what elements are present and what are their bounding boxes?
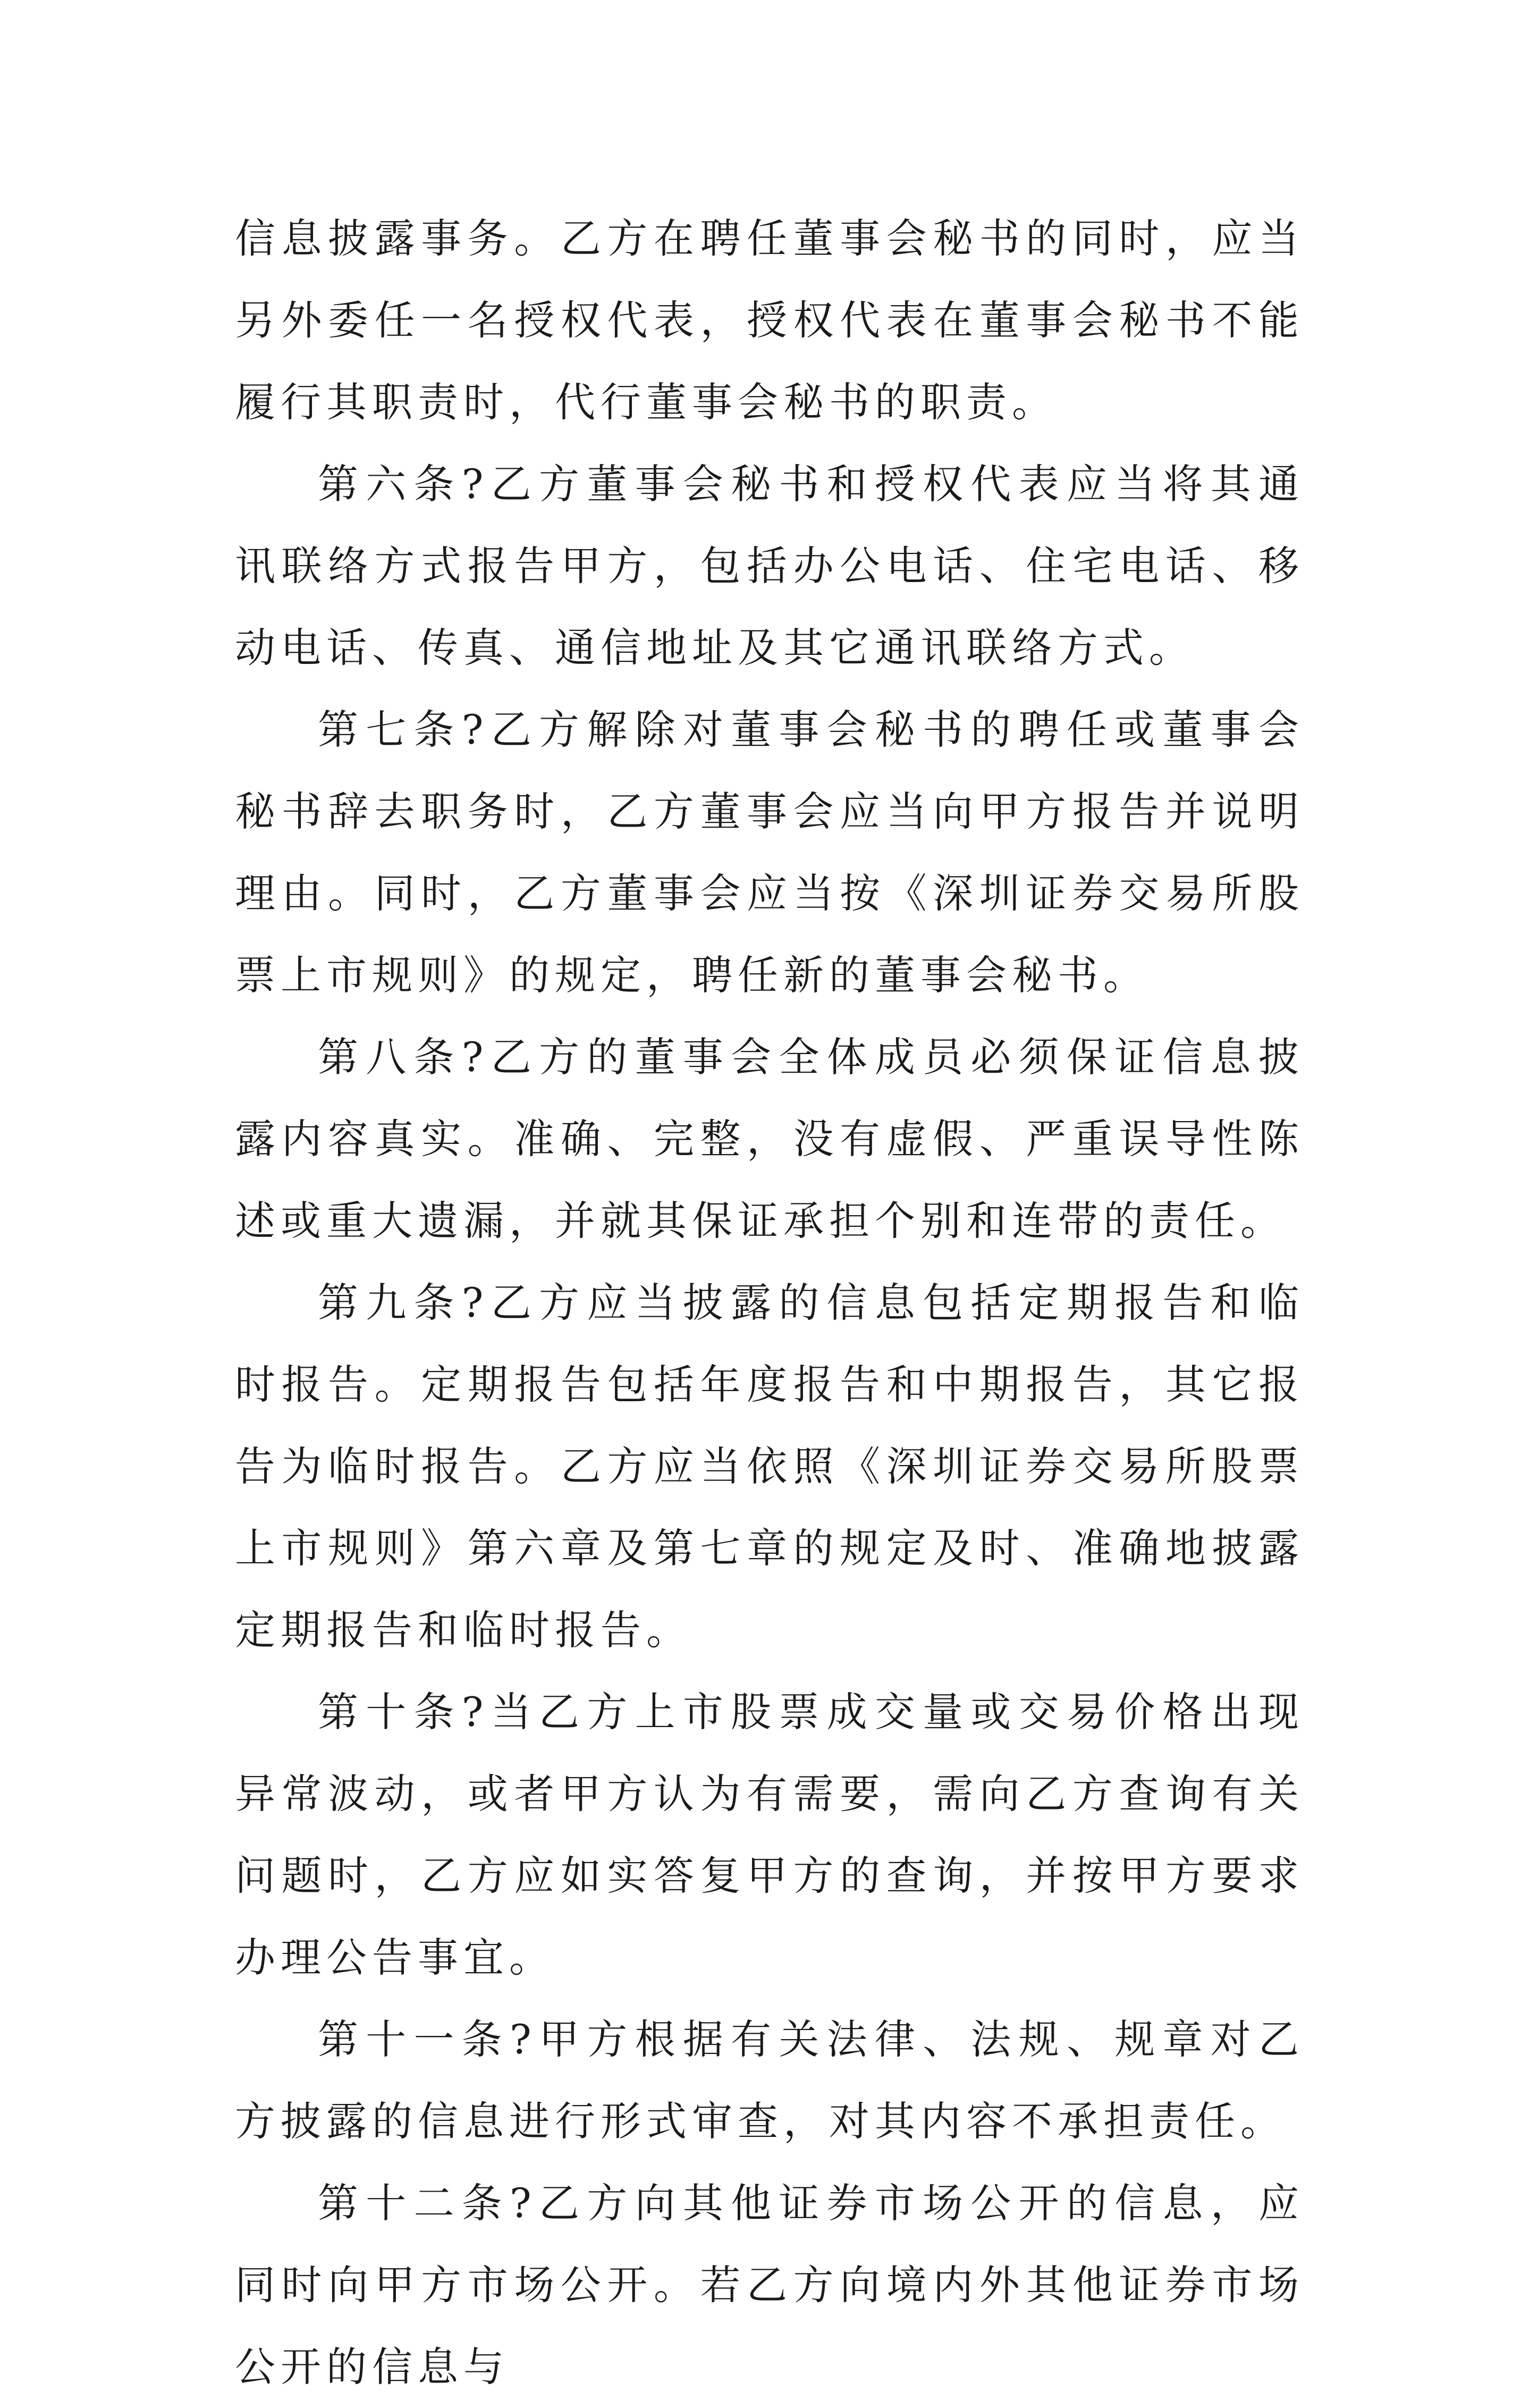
paragraph-continuation: 信息披露事务。乙方在聘任董事会秘书的同时，应当另外委任一名授权代表，授权代表在董事会秘书不能履行其职责时，代行董事会秘书的职责。	[235, 215, 1304, 426]
paragraph-article-12: 第十二条?乙方向其他证券市场公开的信息，应同时向甲方市场公开。若乙方向境内外其他证券市场公开的信息与	[235, 2179, 1304, 2390]
document-body	[235, 198, 1304, 2408]
paragraph-article-6: 第六条?乙方董事会秘书和授权代表应当将其通讯联络方式报告甲方，包括办公电话、住宅电话、移动电话、传真、通信地址及其它通讯联络方式。	[235, 460, 1304, 671]
paragraph-article-11: 第十一条?甲方根据有关法律、法规、规章对乙方披露的信息进行形式审查，对其内容不承担责任。	[235, 2016, 1304, 2145]
paragraph-article-8: 第八条?乙方的董事会全体成员必须保证信息披露内容真实。准确、完整，没有虚假、严重误导性陈述或重大遗漏，并就其保证承担个别和连带的责任。	[235, 1033, 1304, 1244]
paragraph-article-10: 第十条?当乙方上市股票成交量或交易价格出现异常波动，或者甲方认为有需要，需向乙方查询有关问题时，乙方应如实答复甲方的查询，并按甲方要求办理公告事宜。	[235, 1688, 1304, 1981]
paragraph-article-9: 第九条?乙方应当披露的信息包括定期报告和临时报告。定期报告包括年度报告和中期报告，其它报告为临时报告。乙方应当依照《深圳证券交易所股票上市规则》第六章及第七章的规定及时、准确地披露定期报告和临时报告。	[235, 1279, 1304, 1654]
paragraph-article-7: 第七条?乙方解除对董事会秘书的聘任或董事会秘书辞去职务时，乙方董事会应当向甲方报告并说明理由。同时，乙方董事会应当按《深圳证券交易所股票上市规则》的规定，聘任新的董事会秘书。	[235, 706, 1304, 999]
